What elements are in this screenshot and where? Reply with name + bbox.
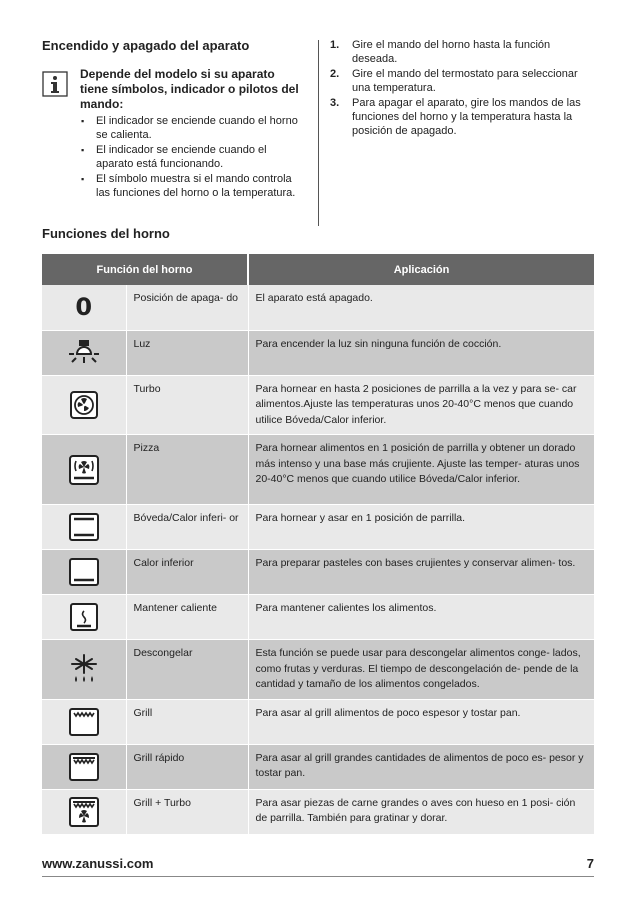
step-item bbox=[330, 96, 598, 138]
fast-grill-icon bbox=[68, 752, 100, 782]
step-item bbox=[330, 67, 598, 95]
step-number: 3. bbox=[330, 97, 340, 109]
column-divider bbox=[318, 40, 319, 226]
footer-url: www.zanussi.com bbox=[42, 856, 154, 871]
fan-icon bbox=[69, 390, 99, 420]
info-icon bbox=[42, 71, 68, 97]
step-item bbox=[330, 38, 598, 66]
function-name: Pizza bbox=[126, 435, 248, 505]
pizza-fan-icon bbox=[68, 454, 100, 486]
function-application: Para encender la luz sin ninguna función de cocción. bbox=[248, 330, 594, 375]
table-row bbox=[42, 789, 594, 834]
steps-section bbox=[330, 38, 598, 139]
function-name: Grill rápido bbox=[126, 744, 248, 789]
step-number: 2. bbox=[330, 68, 340, 80]
indicator-list bbox=[80, 114, 304, 200]
footer-divider bbox=[42, 876, 594, 877]
function-application: Para asar al grill grandes cantidades de alimentos de poco es- pesor y tostar pan. bbox=[248, 744, 594, 789]
table-row bbox=[42, 285, 594, 330]
list-item: ▪ El símbolo muestra si el mando controla las funciones del horno o la temperatura. bbox=[80, 172, 304, 200]
table-row bbox=[42, 505, 594, 550]
table-row bbox=[42, 550, 594, 595]
header-function: Función del horno bbox=[42, 254, 248, 285]
table-header-row bbox=[42, 254, 594, 285]
table-row bbox=[42, 699, 594, 744]
function-application: Esta función se puede usar para descongelar alimentos conge- lados, como frutas y verduras. El tiempo de descongelación de- pende de la cantidad y tamaño de los alimentos congelados. bbox=[248, 640, 594, 700]
table-row bbox=[42, 435, 594, 505]
info-note bbox=[42, 67, 304, 200]
function-name: Descongelar bbox=[126, 640, 248, 700]
function-application: Para hornear y asar en 1 posición de parrilla. bbox=[248, 505, 594, 550]
step-text: Gire el mando del horno hasta la función deseada. bbox=[352, 39, 551, 65]
top-bottom-heat-icon bbox=[68, 512, 100, 542]
header-application: Aplicación bbox=[248, 254, 594, 285]
list-item: ▪ El indicador se enciende cuando el horno se calienta. bbox=[80, 114, 304, 142]
step-number: 1. bbox=[330, 39, 340, 51]
keep-warm-icon bbox=[69, 602, 99, 632]
grill-icon bbox=[68, 707, 100, 737]
function-name: Bóveda/Calor inferi- or bbox=[126, 505, 248, 550]
oven-functions-table bbox=[42, 254, 594, 835]
table-row bbox=[42, 640, 594, 700]
section-title-functions: Funciones del horno bbox=[42, 226, 170, 241]
function-application: Para asar piezas de carne grandes o aves con hueso en 1 posi- ción de parrilla. También para gratinar y dorar. bbox=[248, 789, 594, 834]
steps-list bbox=[330, 38, 598, 138]
defrost-icon bbox=[67, 652, 101, 686]
function-name: Calor inferior bbox=[126, 550, 248, 595]
light-bulb-icon bbox=[67, 338, 101, 368]
function-application: Para hornear en hasta 2 posiciones de parrilla a la vez y para se- car alimentos.Ajuste las temperaturas unos 20-40°C menos que cuando utilice Bóveda/Calor inferior. bbox=[248, 375, 594, 435]
table-row bbox=[42, 744, 594, 789]
function-name: Posición de apaga- do bbox=[126, 285, 248, 330]
function-application: Para mantener calientes los alimentos. bbox=[248, 595, 594, 640]
function-application: El aparato está apagado. bbox=[248, 285, 594, 330]
bottom-heat-icon bbox=[68, 557, 100, 587]
function-name: Mantener caliente bbox=[126, 595, 248, 640]
zero-symbol: 0 bbox=[75, 293, 93, 322]
step-text: Para apagar el aparato, gire los mandos de las funciones del horno y la temperatura hasta la posición de apagado. bbox=[352, 97, 581, 137]
function-application: Para preparar pasteles con bases crujientes y conservar alimen- tos. bbox=[248, 550, 594, 595]
function-name: Grill + Turbo bbox=[126, 789, 248, 834]
section-title-power: Encendido y apagado del aparato bbox=[42, 38, 250, 53]
table-row bbox=[42, 595, 594, 640]
function-name: Luz bbox=[126, 330, 248, 375]
function-application: Para asar al grill alimentos de poco espesor y tostar pan. bbox=[248, 699, 594, 744]
table-row bbox=[42, 375, 594, 435]
page-number: 7 bbox=[586, 856, 594, 871]
function-application: Para hornear alimentos en 1 posición de parrilla y obtener un dorado más intenso y una base más crujiente. Ajuste las temper- aturas unos 20-40°C menos que cuando utilice Bóveda/Calor inferior. bbox=[248, 435, 594, 505]
function-name: Turbo bbox=[126, 375, 248, 435]
function-name: Grill bbox=[126, 699, 248, 744]
table-row bbox=[42, 330, 594, 375]
grill-turbo-icon bbox=[68, 796, 100, 828]
list-item: ▪ El indicador se enciende cuando el aparato está funcionando. bbox=[80, 143, 304, 171]
step-text: Gire el mando del termostato para seleccionar una temperatura. bbox=[352, 68, 578, 94]
power-section bbox=[42, 38, 304, 201]
info-heading: Depende del modelo si su aparato tiene símbolos, indicador o pilotos del mando: bbox=[80, 67, 299, 111]
